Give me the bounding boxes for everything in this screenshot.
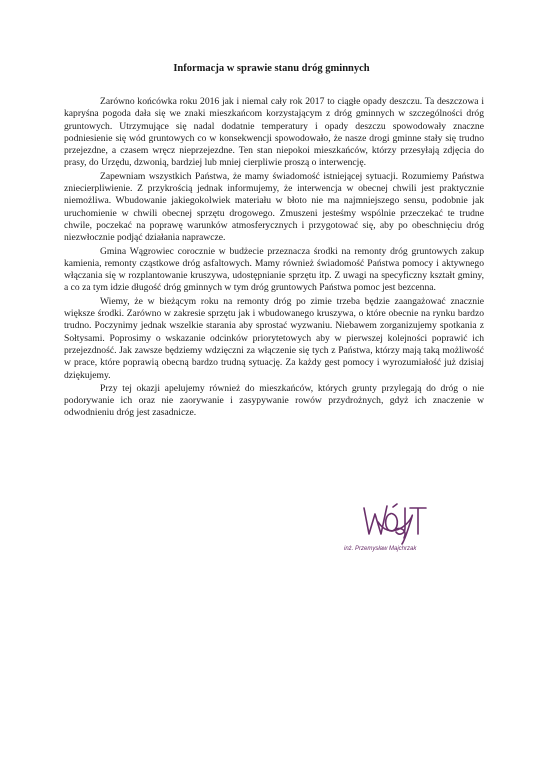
paragraph-1: Zarówno końcówka roku 2016 jak i niemal cały rok 2017 to ciągłe opady deszczu. Ta deszczowa i kapryśna pogoda dała się we znaki mieszkańcom korzystającym z dróg gminnych w szczególności dróg gruntowych. Utrzymujące się nadal dodatnie temperatury i opady deszczu spowodowały znaczne podniesienie się wód gruntowych co w konsekwencji spowodowało, że nasze drogi gminne stały się trudno przejezdne, a czasem wręcz nieprzejezdne. Ten stan niepokoi mieszkańców, którzy przesyłają zdjęcia do prasy, do Urzędu, dzwonią, bardziej lub mniej cierpliwie proszą o interwencję.	[64, 96, 484, 169]
paragraph-2: Zapewniam wszystkich Państwa, że mamy świadomość istniejącej sytuacji. Rozumiemy Państwa zniecierpliwienie. Z przykrością jednak informujemy, że interwencja w obecnej chwili jest praktycznie niemożliwa. Wbudowanie jakiegokolwiek materiału w błoto nie ma najmniejszego sensu, podobnie jak uruchomienie w chwili obecnej sprzętu drogowego. Zmuszeni jesteśmy wspólnie przeczekać te trudne chwile, poczekać na poprawę warunków atmosferycznych i przygotować się, aby po obeschnięciu dróg niezwłocznie podjąć działania naprawcze.	[64, 170, 484, 244]
document-title: Informacja w sprawie stanu dróg gminnych	[173, 63, 370, 74]
signer-name: inż. Przemysław Majchrzak	[344, 546, 417, 552]
paragraph-5: Przy tej okazji apelujemy również do mieszkańców, których grunty przylegają do dróg o nie podorywanie ich oraz nie zaorywanie i zasypywanie rowów przydrożnych, gdyż ich znaczenie w odwodnieniu dróg jest zasadnicze.	[64, 382, 484, 419]
document-body	[64, 96, 484, 421]
handwritten-signature	[350, 500, 440, 550]
signature-stamp-graphic	[350, 500, 440, 550]
paragraph-3: Gmina Wągrowiec corocznie w budżecie przeznacza środki na remonty dróg gruntowych zakup kamienia, remonty cząstkowe dróg asfaltowych. Mamy również świadomość Państwa pomocy i aktywnego włączania się w rozplantowanie kruszywa, udostępnianie sprzętu itp. Z uwagi na specyficzny kształt gminy, a co za tym idzie długość dróg gminnych w tym dróg gruntowych Państwa pomoc jest bezcenna.	[64, 245, 484, 294]
paragraph-4: Wiemy, że w bieżącym roku na remonty dróg po zimie trzeba będzie zaangażować znacznie większe środki. Zarówno w zakresie sprzętu jak i wbudowanego kruszywa, o które obecnie na rynku bardzo trudno. Poczynimy jednak wszelkie starania aby sprostać wyzwaniu. Niebawem zorganizujemy spotkania z Sołtysami. Poprosimy o wskazanie odcinków priorytetowych aby w pierwszej kolejności poprawić ich przejezdność. Jak zawsze będziemy wdzięczni za włączenie się tych z Państwa, którzy mają taką możliwość w prace, które poprawią obecną bardzo trudną sytuację. Za każdy gest pomocy i wyrozumiałość już dzisiaj dziękujemy.	[64, 295, 484, 381]
